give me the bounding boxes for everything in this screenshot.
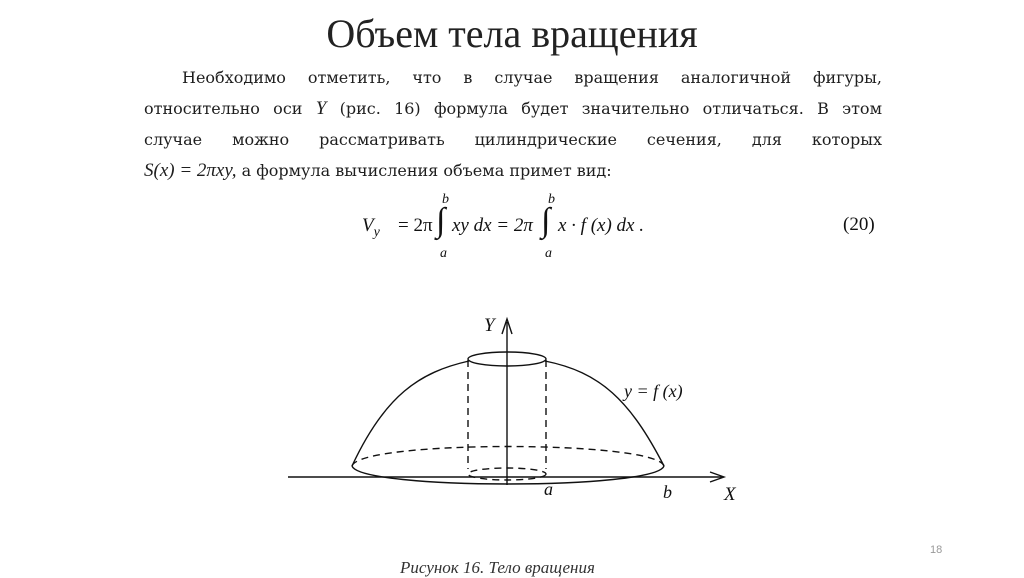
figure-caption: Рисунок 16. Тело вращения: [400, 558, 595, 577]
paragraph-line-1: Необходимо отметить, что в случае вращения аналогичной фигуры,: [182, 68, 882, 87]
inline-formula: S(x) = 2πxy,: [144, 160, 237, 181]
paragraph-line-3: случае можно рассматривать цилиндрические сечения, для которых: [144, 130, 882, 149]
y-axis-label: Y: [484, 315, 495, 336]
integral-lower-limit-2: a: [545, 246, 552, 261]
formula-integrand-2: x · f (x) dx .: [558, 215, 644, 236]
formula-integrand-1: xy dx = 2π: [452, 215, 533, 236]
curve-label: y = f (x): [624, 381, 683, 401]
integral-lower-limit-1: a: [440, 246, 447, 261]
slide-title: Объем тела вращения: [326, 11, 698, 56]
integral-sign-1: ∫: [436, 202, 446, 239]
equation-number: (20): [843, 214, 875, 235]
integral-upper-limit-1: b: [442, 192, 449, 207]
formula-coeff-1: = 2π: [398, 215, 433, 236]
paragraph-text: (рис. 16) формула будет значительно отличаться. В этом: [326, 99, 883, 118]
integral-upper-limit-2: b: [548, 192, 555, 207]
point-b-label: b: [663, 482, 672, 502]
integral-sign-2: ∫: [541, 202, 551, 239]
point-a-label: a: [544, 479, 553, 499]
paragraph-text: относительно оси: [144, 99, 316, 118]
formula-lhs: $V_y$: [362, 215, 380, 240]
page-number: 18: [930, 544, 943, 556]
paragraph-text: а формула вычисления объема примет вид:: [236, 161, 612, 180]
base-ellipse-back: [352, 447, 664, 467]
axis-variable: Y: [315, 98, 327, 119]
x-axis-label: X: [724, 484, 736, 505]
